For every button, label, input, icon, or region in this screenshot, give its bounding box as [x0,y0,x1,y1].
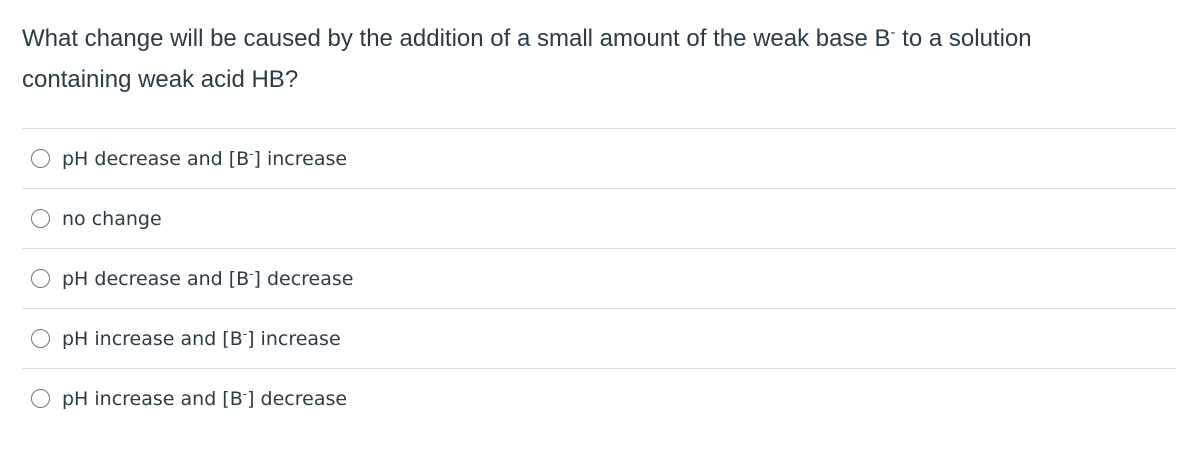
radio-button[interactable] [31,269,50,288]
answer-label-text: pH decrease and [B [62,148,250,170]
answer-label [62,327,341,350]
answer-label-tail: ] decrease [253,268,354,290]
answer-label-text: pH decrease and [B [62,268,250,290]
answer-label-superscript: - [249,267,254,281]
answer-label-text: pH increase and [B [62,328,243,350]
question-line1-tail: to a solution [895,25,1032,52]
answer-label-tail: ] increase [247,328,341,350]
question-line2: containing weak acid HB? [22,66,299,93]
radio-button[interactable] [31,389,50,408]
answer-label-superscript: - [242,386,248,401]
answer-label-superscript: - [242,327,248,341]
question-line1: What change will be caused by the addition of a small amount of the weak base B [22,25,891,52]
answer-label-tail: ] decrease [247,387,348,410]
answer-label-superscript: - [249,147,254,161]
radio-button[interactable] [31,329,50,348]
radio-button[interactable] [31,209,50,228]
answer-option-2[interactable] [22,188,1176,248]
answer-label-tail: ] increase [253,148,348,170]
answer-option-4[interactable] [22,308,1176,368]
radio-button[interactable] [31,149,50,168]
answer-option-5[interactable] [22,368,1176,428]
answer-option-3[interactable] [22,248,1176,308]
answer-label [62,207,162,230]
answer-label [62,267,353,290]
answer-option-1[interactable] [22,128,1176,188]
question-text [22,12,1172,100]
answer-label [62,147,347,170]
answer-label-text: pH increase and [B [62,387,243,410]
answer-label [62,387,347,410]
answer-label-text: no change [62,208,162,230]
answer-list [22,128,1176,428]
question-superscript: - [890,24,896,41]
